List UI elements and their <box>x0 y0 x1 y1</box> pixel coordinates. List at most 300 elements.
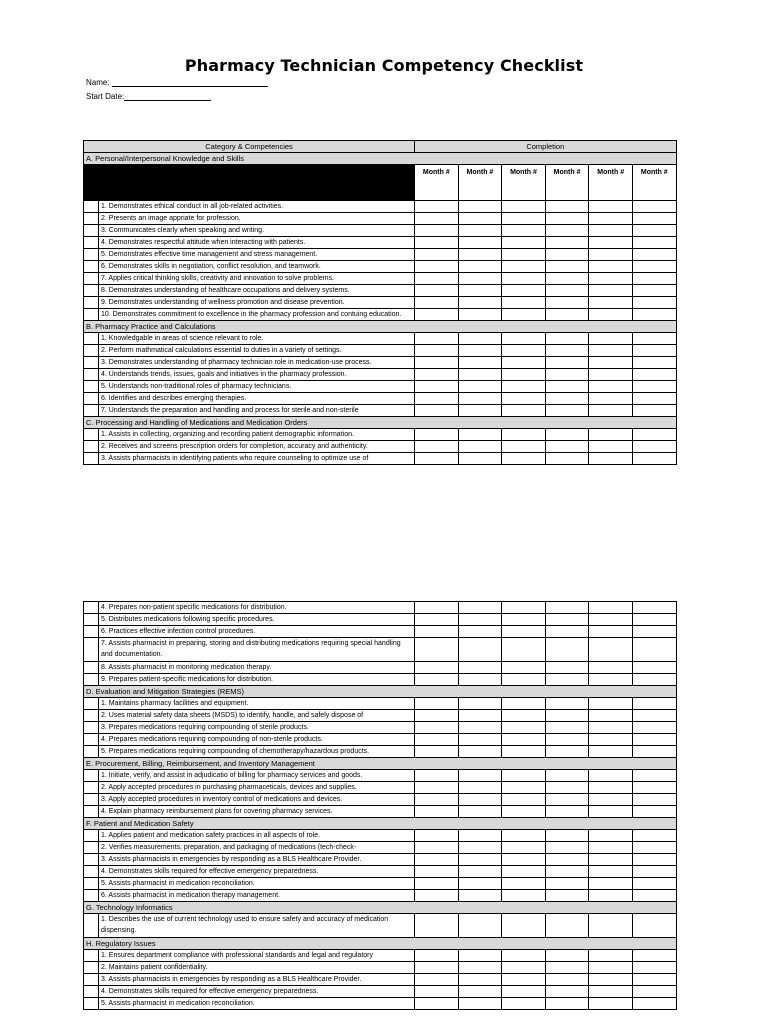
completion-cell[interactable] <box>545 794 589 806</box>
completion-cell[interactable] <box>415 794 459 806</box>
completion-cell[interactable] <box>502 441 546 453</box>
completion-cell[interactable] <box>458 261 502 273</box>
completion-cell[interactable] <box>415 369 459 381</box>
completion-cell[interactable] <box>415 614 459 626</box>
completion-cell[interactable] <box>415 273 459 285</box>
completion-cell[interactable] <box>545 746 589 758</box>
row-indent <box>84 405 99 417</box>
completion-cell[interactable] <box>415 285 459 297</box>
completion-cell[interactable] <box>502 674 546 686</box>
completion-cell[interactable] <box>632 842 676 854</box>
completion-cell[interactable] <box>458 854 502 866</box>
completion-cell[interactable] <box>632 890 676 902</box>
completion-cell[interactable] <box>589 626 633 638</box>
competency-text: 2. Presents an image appriate for profession. <box>99 213 415 225</box>
completion-cell[interactable] <box>502 794 546 806</box>
completion-cell[interactable] <box>458 830 502 842</box>
completion-cell[interactable] <box>458 225 502 237</box>
completion-cell[interactable] <box>632 357 676 369</box>
completion-cell[interactable] <box>545 405 589 417</box>
completion-cell[interactable] <box>415 782 459 794</box>
completion-header: Completion <box>415 141 677 153</box>
completion-cell[interactable] <box>415 770 459 782</box>
completion-cell[interactable] <box>632 794 676 806</box>
completion-cell[interactable] <box>502 746 546 758</box>
completion-cell[interactable] <box>458 962 502 974</box>
completion-cell[interactable] <box>458 602 502 614</box>
completion-cell[interactable] <box>545 710 589 722</box>
completion-cell[interactable] <box>458 914 502 938</box>
completion-cell[interactable] <box>545 213 589 225</box>
completion-cell[interactable] <box>545 602 589 614</box>
completion-cell[interactable] <box>589 866 633 878</box>
completion-cell[interactable] <box>545 878 589 890</box>
completion-cell[interactable] <box>458 734 502 746</box>
completion-cell[interactable] <box>589 237 633 249</box>
completion-cell[interactable] <box>415 806 459 818</box>
completion-cell[interactable] <box>632 806 676 818</box>
completion-cell[interactable] <box>458 453 502 465</box>
completion-cell[interactable] <box>502 602 546 614</box>
completion-cell[interactable] <box>502 842 546 854</box>
completion-cell[interactable] <box>458 998 502 1010</box>
completion-cell[interactable] <box>502 866 546 878</box>
completion-cell[interactable] <box>415 674 459 686</box>
completion-cell[interactable] <box>545 333 589 345</box>
completion-cell[interactable] <box>589 638 633 662</box>
completion-cell[interactable] <box>415 878 459 890</box>
completion-cell[interactable] <box>589 746 633 758</box>
completion-cell[interactable] <box>458 297 502 309</box>
completion-cell[interactable] <box>632 974 676 986</box>
completion-cell[interactable] <box>632 866 676 878</box>
completion-cell[interactable] <box>502 285 546 297</box>
completion-cell[interactable] <box>545 842 589 854</box>
completion-cell[interactable] <box>458 333 502 345</box>
completion-cell[interactable] <box>502 429 546 441</box>
completion-cell[interactable] <box>632 986 676 998</box>
completion-cell[interactable] <box>632 662 676 674</box>
completion-cell[interactable] <box>545 453 589 465</box>
completion-cell[interactable] <box>502 626 546 638</box>
completion-cell[interactable] <box>415 237 459 249</box>
completion-cell[interactable] <box>632 710 676 722</box>
completion-cell[interactable] <box>545 722 589 734</box>
completion-cell[interactable] <box>415 213 459 225</box>
completion-cell[interactable] <box>589 986 633 998</box>
completion-cell[interactable] <box>632 602 676 614</box>
completion-cell[interactable] <box>502 722 546 734</box>
completion-cell[interactable] <box>458 866 502 878</box>
completion-cell[interactable] <box>458 614 502 626</box>
completion-cell[interactable] <box>589 453 633 465</box>
completion-cell[interactable] <box>589 842 633 854</box>
completion-cell[interactable] <box>415 357 459 369</box>
completion-cell[interactable] <box>632 746 676 758</box>
completion-cell[interactable] <box>589 890 633 902</box>
completion-cell[interactable] <box>589 914 633 938</box>
completion-cell[interactable] <box>545 201 589 213</box>
competency-row <box>84 794 677 806</box>
completion-cell[interactable] <box>545 638 589 662</box>
completion-cell[interactable] <box>458 746 502 758</box>
completion-cell[interactable] <box>632 614 676 626</box>
completion-cell[interactable] <box>502 225 546 237</box>
completion-cell[interactable] <box>589 950 633 962</box>
completion-cell[interactable] <box>502 770 546 782</box>
competency-text: 3. Apply accepted procedures in inventory control of medications and devices. <box>99 794 415 806</box>
completion-cell[interactable] <box>502 986 546 998</box>
completion-cell[interactable] <box>545 998 589 1010</box>
completion-cell[interactable] <box>632 734 676 746</box>
completion-cell[interactable] <box>632 674 676 686</box>
completion-cell[interactable] <box>632 333 676 345</box>
completion-cell[interactable] <box>632 638 676 662</box>
completion-cell[interactable] <box>589 357 633 369</box>
completion-cell[interactable] <box>589 345 633 357</box>
completion-cell[interactable] <box>545 914 589 938</box>
completion-cell[interactable] <box>632 225 676 237</box>
completion-cell[interactable] <box>502 638 546 662</box>
completion-cell[interactable] <box>415 722 459 734</box>
completion-cell[interactable] <box>632 914 676 938</box>
completion-cell[interactable] <box>415 345 459 357</box>
completion-cell[interactable] <box>458 249 502 261</box>
completion-cell[interactable] <box>458 674 502 686</box>
completion-cell[interactable] <box>632 297 676 309</box>
completion-cell[interactable] <box>589 878 633 890</box>
row-indent <box>84 974 99 986</box>
completion-cell[interactable] <box>458 722 502 734</box>
completion-cell[interactable] <box>502 237 546 249</box>
completion-cell[interactable] <box>502 710 546 722</box>
completion-cell[interactable] <box>458 309 502 321</box>
completion-cell[interactable] <box>545 429 589 441</box>
row-indent <box>84 890 99 902</box>
completion-cell[interactable] <box>502 914 546 938</box>
completion-cell[interactable] <box>545 866 589 878</box>
completion-cell[interactable] <box>632 429 676 441</box>
completion-cell[interactable] <box>458 842 502 854</box>
completion-cell[interactable] <box>415 441 459 453</box>
completion-cell[interactable] <box>502 830 546 842</box>
competency-text: 4. Prepares medications requiring compounding of non-sterile products. <box>99 734 415 746</box>
completion-cell[interactable] <box>589 614 633 626</box>
completion-cell[interactable] <box>502 393 546 405</box>
completion-cell[interactable] <box>632 878 676 890</box>
completion-cell[interactable] <box>502 201 546 213</box>
section-title: A. Personal/Interpersonal Knowledge and Skills <box>84 153 677 165</box>
completion-cell[interactable] <box>632 309 676 321</box>
completion-cell[interactable] <box>502 878 546 890</box>
completion-cell[interactable] <box>458 950 502 962</box>
completion-cell[interactable] <box>502 297 546 309</box>
completion-cell[interactable] <box>502 273 546 285</box>
completion-cell[interactable] <box>545 962 589 974</box>
completion-cell[interactable] <box>545 614 589 626</box>
completion-cell[interactable] <box>415 297 459 309</box>
completion-cell[interactable] <box>545 806 589 818</box>
completion-cell[interactable] <box>502 261 546 273</box>
completion-cell[interactable] <box>545 249 589 261</box>
completion-cell[interactable] <box>458 393 502 405</box>
completion-cell[interactable] <box>502 345 546 357</box>
completion-cell[interactable] <box>415 333 459 345</box>
completion-cell[interactable] <box>502 213 546 225</box>
completion-cell[interactable] <box>458 878 502 890</box>
completion-cell[interactable] <box>632 770 676 782</box>
completion-cell[interactable] <box>415 890 459 902</box>
completion-cell[interactable] <box>545 441 589 453</box>
completion-cell[interactable] <box>632 261 676 273</box>
completion-cell[interactable] <box>545 626 589 638</box>
completion-cell[interactable] <box>545 297 589 309</box>
completion-cell[interactable] <box>589 710 633 722</box>
completion-cell[interactable] <box>545 309 589 321</box>
completion-cell[interactable] <box>589 213 633 225</box>
completion-cell[interactable] <box>589 794 633 806</box>
completion-cell[interactable] <box>545 830 589 842</box>
completion-cell[interactable] <box>415 429 459 441</box>
competency-row <box>84 866 677 878</box>
completion-cell[interactable] <box>589 722 633 734</box>
completion-cell[interactable] <box>545 237 589 249</box>
completion-cell[interactable] <box>502 357 546 369</box>
completion-cell[interactable] <box>545 225 589 237</box>
completion-cell[interactable] <box>545 950 589 962</box>
completion-cell[interactable] <box>632 722 676 734</box>
completion-cell[interactable] <box>589 309 633 321</box>
completion-cell[interactable] <box>589 662 633 674</box>
completion-cell[interactable] <box>415 866 459 878</box>
completion-cell[interactable] <box>458 770 502 782</box>
completion-cell[interactable] <box>589 225 633 237</box>
completion-cell[interactable] <box>589 249 633 261</box>
completion-cell[interactable] <box>589 698 633 710</box>
completion-cell[interactable] <box>415 249 459 261</box>
completion-cell[interactable] <box>502 662 546 674</box>
completion-cell[interactable] <box>415 698 459 710</box>
completion-cell[interactable] <box>415 662 459 674</box>
completion-cell[interactable] <box>502 806 546 818</box>
completion-cell[interactable] <box>458 441 502 453</box>
completion-cell[interactable] <box>502 381 546 393</box>
completion-cell[interactable] <box>458 890 502 902</box>
completion-cell[interactable] <box>458 345 502 357</box>
completion-cell[interactable] <box>502 890 546 902</box>
completion-cell[interactable] <box>589 441 633 453</box>
completion-cell[interactable] <box>502 405 546 417</box>
completion-cell[interactable] <box>502 998 546 1010</box>
completion-cell[interactable] <box>415 974 459 986</box>
completion-cell[interactable] <box>589 602 633 614</box>
completion-cell[interactable] <box>415 842 459 854</box>
completion-cell[interactable] <box>589 770 633 782</box>
completion-cell[interactable] <box>545 890 589 902</box>
completion-cell[interactable] <box>545 974 589 986</box>
completion-cell[interactable] <box>458 638 502 662</box>
completion-cell[interactable] <box>545 986 589 998</box>
completion-cell[interactable] <box>415 201 459 213</box>
completion-cell[interactable] <box>502 782 546 794</box>
competency-row <box>84 213 677 225</box>
completion-cell[interactable] <box>589 393 633 405</box>
completion-cell[interactable] <box>589 854 633 866</box>
completion-cell[interactable] <box>589 201 633 213</box>
completion-cell[interactable] <box>458 626 502 638</box>
completion-cell[interactable] <box>415 638 459 662</box>
completion-cell[interactable] <box>458 357 502 369</box>
completion-cell[interactable] <box>502 614 546 626</box>
completion-cell[interactable] <box>502 333 546 345</box>
completion-cell[interactable] <box>545 662 589 674</box>
completion-cell[interactable] <box>545 261 589 273</box>
completion-cell[interactable] <box>545 734 589 746</box>
completion-cell[interactable] <box>545 698 589 710</box>
completion-cell[interactable] <box>589 429 633 441</box>
completion-cell[interactable] <box>458 794 502 806</box>
completion-cell[interactable] <box>458 381 502 393</box>
row-indent <box>84 662 99 674</box>
completion-cell[interactable] <box>589 381 633 393</box>
completion-cell[interactable] <box>415 986 459 998</box>
row-indent <box>84 674 99 686</box>
completion-cell[interactable] <box>502 249 546 261</box>
completion-cell[interactable] <box>415 854 459 866</box>
completion-cell[interactable] <box>589 998 633 1010</box>
completion-cell[interactable] <box>632 285 676 297</box>
completion-cell[interactable] <box>458 662 502 674</box>
completion-cell[interactable] <box>458 429 502 441</box>
completion-cell[interactable] <box>632 237 676 249</box>
completion-cell[interactable] <box>589 405 633 417</box>
row-indent <box>84 794 99 806</box>
completion-cell[interactable] <box>415 746 459 758</box>
completion-cell[interactable] <box>458 273 502 285</box>
completion-cell[interactable] <box>415 405 459 417</box>
completion-cell[interactable] <box>458 974 502 986</box>
completion-cell[interactable] <box>589 674 633 686</box>
completion-cell[interactable] <box>458 237 502 249</box>
completion-cell[interactable] <box>415 998 459 1010</box>
completion-cell[interactable] <box>589 782 633 794</box>
completion-cell[interactable] <box>502 453 546 465</box>
completion-cell[interactable] <box>589 830 633 842</box>
completion-cell[interactable] <box>458 285 502 297</box>
completion-cell[interactable] <box>632 830 676 842</box>
completion-cell[interactable] <box>545 285 589 297</box>
completion-cell[interactable] <box>589 974 633 986</box>
completion-cell[interactable] <box>545 770 589 782</box>
completion-cell[interactable] <box>415 225 459 237</box>
completion-cell[interactable] <box>415 602 459 614</box>
completion-cell[interactable] <box>415 734 459 746</box>
completion-cell[interactable] <box>415 710 459 722</box>
completion-cell[interactable] <box>415 381 459 393</box>
completion-cell[interactable] <box>458 782 502 794</box>
completion-cell[interactable] <box>632 626 676 638</box>
completion-cell[interactable] <box>415 626 459 638</box>
completion-cell[interactable] <box>632 249 676 261</box>
completion-cell[interactable] <box>632 453 676 465</box>
completion-cell[interactable] <box>458 698 502 710</box>
competency-text: 1. Knowledgable in areas of science relevant to role. <box>99 333 415 345</box>
completion-cell[interactable] <box>589 273 633 285</box>
completion-cell[interactable] <box>502 974 546 986</box>
completion-cell[interactable] <box>545 674 589 686</box>
completion-cell[interactable] <box>458 986 502 998</box>
competency-row <box>84 297 677 309</box>
completion-cell[interactable] <box>632 950 676 962</box>
completion-cell[interactable] <box>415 453 459 465</box>
completion-cell[interactable] <box>632 393 676 405</box>
completion-cell[interactable] <box>589 734 633 746</box>
completion-cell[interactable] <box>545 345 589 357</box>
completion-cell[interactable] <box>545 381 589 393</box>
completion-cell[interactable] <box>415 914 459 938</box>
completion-cell[interactable] <box>502 309 546 321</box>
completion-cell[interactable] <box>632 345 676 357</box>
completion-cell[interactable] <box>545 369 589 381</box>
completion-cell[interactable] <box>632 369 676 381</box>
completion-cell[interactable] <box>458 201 502 213</box>
completion-cell[interactable] <box>589 806 633 818</box>
completion-cell[interactable] <box>589 297 633 309</box>
completion-cell[interactable] <box>632 201 676 213</box>
completion-cell[interactable] <box>458 806 502 818</box>
completion-cell[interactable] <box>415 830 459 842</box>
completion-cell[interactable] <box>458 213 502 225</box>
completion-cell[interactable] <box>589 261 633 273</box>
completion-cell[interactable] <box>545 854 589 866</box>
completion-cell[interactable] <box>415 309 459 321</box>
completion-cell[interactable] <box>415 393 459 405</box>
completion-cell[interactable] <box>632 381 676 393</box>
completion-cell[interactable] <box>632 782 676 794</box>
completion-cell[interactable] <box>632 854 676 866</box>
completion-cell[interactable] <box>632 273 676 285</box>
completion-cell[interactable] <box>545 273 589 285</box>
completion-cell[interactable] <box>415 261 459 273</box>
completion-cell[interactable] <box>502 962 546 974</box>
completion-cell[interactable] <box>458 710 502 722</box>
completion-cell[interactable] <box>589 962 633 974</box>
completion-cell[interactable] <box>458 369 502 381</box>
completion-cell[interactable] <box>632 998 676 1010</box>
completion-cell[interactable] <box>632 213 676 225</box>
completion-cell[interactable] <box>632 698 676 710</box>
completion-cell[interactable] <box>502 369 546 381</box>
completion-cell[interactable] <box>589 369 633 381</box>
completion-cell[interactable] <box>632 962 676 974</box>
completion-cell[interactable] <box>502 698 546 710</box>
completion-cell[interactable] <box>502 734 546 746</box>
completion-cell[interactable] <box>502 950 546 962</box>
completion-cell[interactable] <box>458 405 502 417</box>
completion-cell[interactable] <box>545 393 589 405</box>
completion-cell[interactable] <box>589 333 633 345</box>
completion-cell[interactable] <box>589 285 633 297</box>
row-indent <box>84 333 99 345</box>
completion-cell[interactable] <box>632 441 676 453</box>
completion-cell[interactable] <box>545 357 589 369</box>
completion-cell[interactable] <box>502 854 546 866</box>
competency-row <box>84 950 677 962</box>
completion-cell[interactable] <box>632 405 676 417</box>
completion-cell[interactable] <box>545 782 589 794</box>
completion-cell[interactable] <box>415 950 459 962</box>
completion-cell[interactable] <box>415 962 459 974</box>
